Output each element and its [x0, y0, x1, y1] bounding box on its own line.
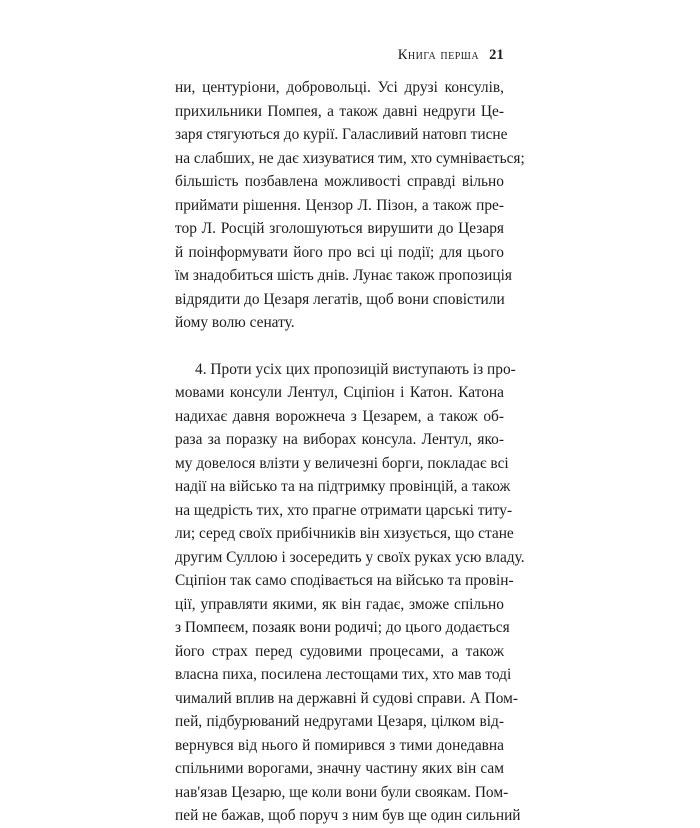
text-line: чималий вплив на державні й судові справи. А Пом- [175, 689, 518, 707]
paragraph-2 [175, 358, 525, 828]
text-line: його страх перед судовими процесами, а також [175, 642, 504, 660]
book-title: Книга перша [397, 47, 480, 63]
text-line: й поінформувати його про всі ці події; для цього [175, 243, 504, 261]
text-line: прихильники Помпея, а також давні недруги Це- [175, 102, 504, 120]
text-line: спільними ворогами, значну частину яких він сам [175, 760, 504, 777]
running-header [398, 47, 504, 64]
text-line: мовами консули Лентул, Сціпіон і Катон. Катона [175, 384, 504, 401]
text-line: більшість позбавлена можливості справді вільно [175, 173, 504, 190]
text-line: їм знадобиться шість днів. Лунає також пропозиція [175, 267, 512, 284]
text-line: надії на військо та на підтримку провінцій, а також [175, 478, 511, 495]
text-line: другим Суллою і зосередить у своїх руках усю владу. [175, 548, 525, 566]
text-line: нав'язав Цезарю, ще коли вони були своякам. Пом- [175, 783, 509, 801]
text-line: Сціпіон так само сподівається на військо та провін- [175, 572, 514, 589]
page-number: 21 [489, 47, 504, 63]
text-line: ли; серед своїх прибічників він хизується, що стане [175, 525, 514, 542]
paragraph-1 [175, 76, 525, 335]
text-line: пей не бажав, щоб поруч з ним був ще один сильний [175, 807, 521, 824]
text-line: вернувся від нього й помирився з тими донедавна [175, 736, 504, 754]
text-line: йому волю сенату. [175, 314, 295, 331]
text-line: власна пиха, посилена лестощами тих, хто мав тоді [175, 666, 512, 683]
text-line: ції, управляти якими, як він гадає, зможе спільно [175, 595, 504, 613]
paragraph-gap [175, 335, 504, 358]
text-line: пей, підбурюваний недругами Цезаря, цілком від- [175, 713, 504, 730]
text-line: на щедрість тих, хто прагне отримати царські титу- [175, 501, 513, 519]
text-line: заря стягуються до курії. Галасливий натовп тисне [175, 126, 508, 143]
text-line: тор Л. Росцій зголошуються вирушити до Цезаря [175, 220, 504, 237]
text-line: раза за поразку на виборах консула. Лентул, яко- [175, 431, 504, 448]
text-line: з Помпеєм, позаяк вони родичі; до цього додається [175, 619, 510, 636]
text-line: му довелося влізти у величезні борги, покладає всі [175, 454, 509, 472]
text-line: надихає давня ворожнеча з Цезарем, а також об- [175, 407, 504, 425]
text-line: ни, центуріони, добровольці. Усі друзі консулів, [175, 79, 504, 96]
text-line: 4. Проти усіх цих пропозицій виступають із про- [195, 360, 516, 378]
body-text [175, 76, 525, 828]
text-line: на слабших, не дає хизуватися тим, хто сумнівається; [175, 149, 525, 167]
text-line: відрядити до Цезаря легатів, щоб вони сповістили [175, 290, 505, 308]
text-line: приймати рішення. Цензор Л. Пізон, а також пре- [175, 196, 504, 214]
